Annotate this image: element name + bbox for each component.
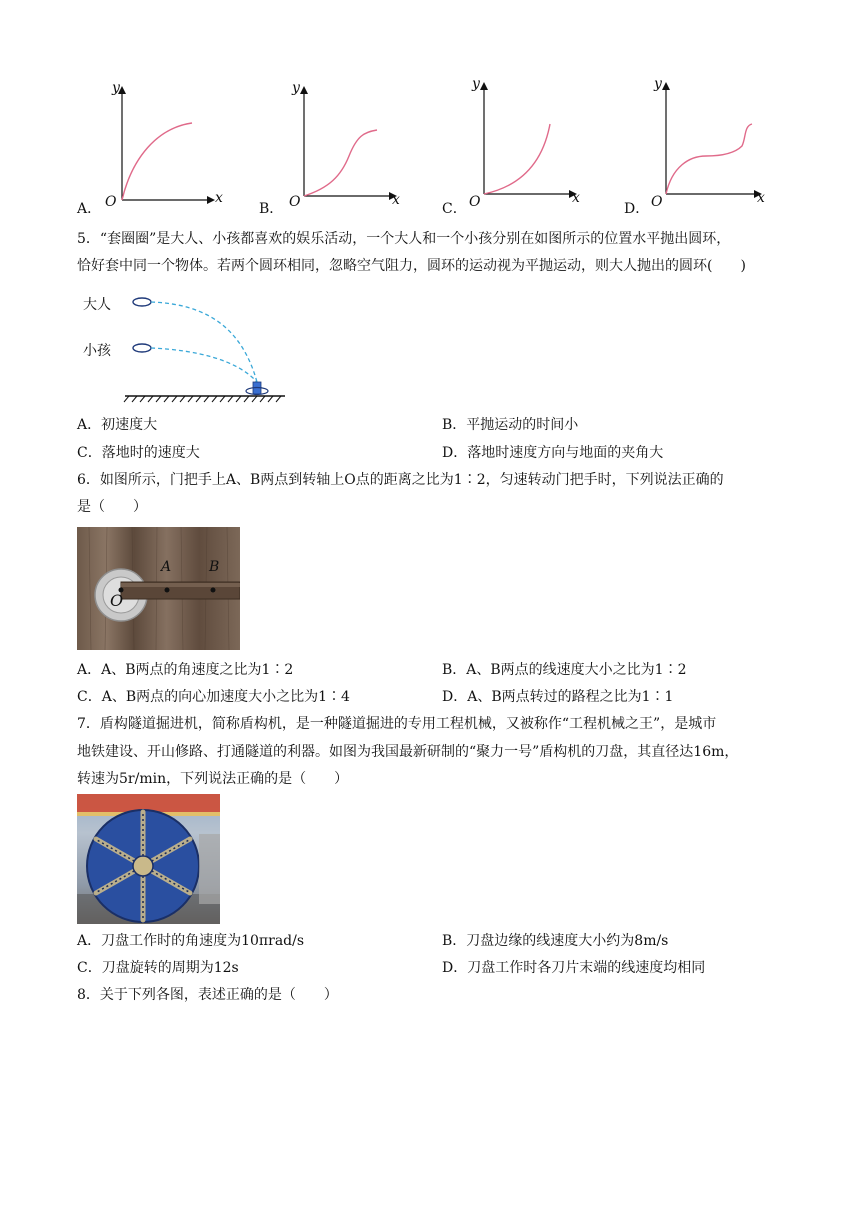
q7-option-b[interactable]: B．刀盘边缘的线速度大小约为8m/s — [442, 933, 669, 949]
q6-option-c[interactable]: C．A、B两点的向心加速度大小之比为1∶4 — [77, 689, 350, 705]
q7-option-d[interactable]: D．刀盘工作时各刀片末端的线速度均相同 — [442, 960, 706, 976]
x-axis-label: x — [392, 192, 400, 208]
q5-figure — [77, 288, 292, 406]
graph-option-b — [259, 78, 409, 218]
point-b-label: B — [209, 559, 220, 575]
adult-label: 大人 — [83, 297, 111, 313]
q5-option-d[interactable]: D．落地时速度方向与地面的夹角大 — [442, 445, 664, 461]
q5-diagram-svg — [77, 288, 292, 406]
q7-option-a[interactable]: A．刀盘工作时的角速度为10πrad/s — [77, 933, 305, 949]
q7-stem-line3: 转速为5r/min，下列说法正确的是（ ） — [77, 771, 349, 787]
q8-stem-line1: 8．关于下列各图，表述正确的是（ ） — [77, 987, 338, 1003]
origin-label: O — [105, 194, 117, 210]
x-axis-label: x — [215, 190, 223, 206]
y-axis-label: y — [112, 80, 120, 96]
q5-stem-line2: 恰好套中同一个物体。若两个圆环相同，忽略空气阻力，圆环的运动视为平抛运动，则大人抛出的圆环( ) — [77, 258, 746, 274]
option-letter: A． — [77, 201, 102, 217]
graph-a-svg — [97, 78, 227, 218]
q6-door-handle-photo — [77, 527, 240, 650]
graph-option-d — [624, 72, 784, 218]
origin-label: O — [469, 194, 481, 210]
x-axis-label: x — [572, 190, 580, 206]
q6-option-d[interactable]: D．A、B两点转过的路程之比为1∶1 — [442, 689, 674, 705]
q6-stem-line1: 6．如图所示，门把手上A、B两点到转轴上O点的距离之比为1∶2，匀速转动门把手时，下列说法正确的 — [77, 472, 724, 488]
q5-stem-line1: 5．“套圈圈”是大人、小孩都喜欢的娱乐活动，一个大人和一个小孩分别在如图所示的位置水平抛出圆环， — [77, 231, 731, 247]
q5-option-a[interactable]: A．初速度大 — [77, 417, 158, 433]
option-letter: C． — [442, 201, 467, 217]
option-letter: D． — [624, 201, 650, 217]
cutterhead-svg — [77, 794, 220, 924]
q7-stem-line1: 7．盾构隧道掘进机，简称盾构机，是一种隧道掘进的专用工程机械，又被称作“工程机械之王”，是城市 — [77, 716, 717, 732]
q7-stem-line2: 地铁建设、开山修路、打通隧道的利器。如图为我国最新研制的“聚力一号”盾构机的刀盘，其直径达16m， — [77, 744, 739, 760]
graph-option-a — [77, 78, 227, 218]
y-axis-label: y — [472, 76, 480, 92]
q6-option-b[interactable]: B．A、B两点的线速度大小之比为1∶2 — [442, 662, 687, 678]
origin-label: O — [651, 194, 663, 210]
q5-option-b[interactable]: B．平抛运动的时间小 — [442, 417, 579, 433]
option-letter: B． — [259, 201, 284, 217]
adult-ring — [133, 298, 151, 306]
q6-option-a[interactable]: A．A、B两点的角速度之比为1∶2 — [77, 662, 294, 678]
graph-option-c — [442, 72, 592, 218]
q7-cutterhead-photo — [77, 794, 220, 924]
point-a-label: A — [161, 559, 172, 575]
y-axis-label: y — [654, 76, 662, 92]
child-label: 小孩 — [83, 343, 111, 359]
y-axis-label: y — [292, 80, 300, 96]
q5-option-c[interactable]: C．落地时的速度大 — [77, 445, 200, 461]
child-ring — [133, 344, 151, 352]
origin-label: O — [289, 194, 301, 210]
x-axis-label: x — [757, 190, 765, 206]
door-handle-svg — [77, 527, 240, 650]
point-o-label: O — [110, 591, 124, 610]
q7-option-c[interactable]: C．刀盘旋转的周期为12s — [77, 960, 239, 976]
q6-stem-line2: 是（ ） — [77, 499, 147, 515]
